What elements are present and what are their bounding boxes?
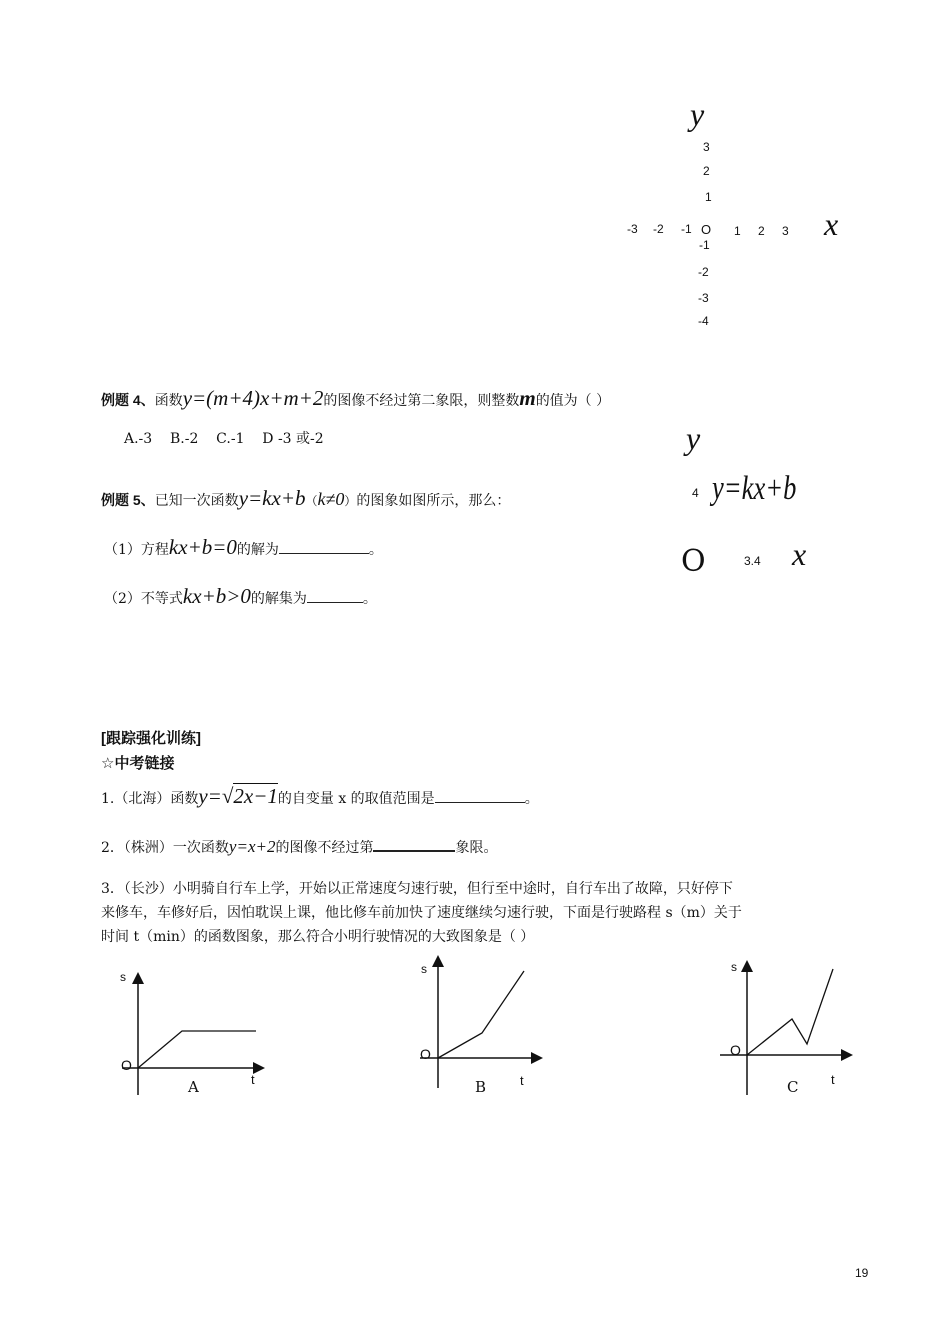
y-tick: 3 [703, 140, 710, 154]
y-tick: -1 [699, 238, 710, 252]
x-tick: -3 [627, 222, 638, 236]
example5-q2-pre: （2）不等式 [104, 591, 183, 607]
example5-post: 的图象如图所示，那么： [356, 493, 511, 509]
example4-pre: 函数 [154, 393, 183, 409]
graph-b-option-letter: B [475, 1078, 487, 1096]
page-number: 19 [855, 1266, 869, 1280]
graph-c-line [747, 969, 833, 1055]
graph-a [122, 975, 262, 1095]
y-tick: 1 [705, 190, 712, 204]
training-q2-formula: y=x+2 [228, 837, 276, 856]
example5-cond-close: ） [344, 494, 357, 508]
graph-b [420, 958, 540, 1088]
training-q1-end: 。 [524, 791, 539, 807]
graph-b-s-label: s [421, 962, 427, 976]
training-q3-line: 来修车，车修好后，因怕耽误上课，他比修车前加快了速度继续匀速行驶，下面是行驶路程 s（m）关于 [101, 905, 742, 921]
example5-cond-open: （ [305, 494, 318, 508]
training-subheading: ☆中考链接 [101, 755, 175, 772]
y-axis-label: y [690, 96, 705, 132]
example5-label: 例题 5、 [101, 492, 155, 508]
example5-q2-end: 。 [362, 591, 377, 607]
y-tick: -4 [698, 314, 709, 328]
example5-q1-post: 的解为 [236, 542, 279, 558]
training-q2-end: 象限。 [455, 840, 498, 856]
graph-c-t-label: t [831, 1072, 835, 1087]
graph-a-line [138, 1031, 256, 1068]
example4-post: 的图像不经过第二象限，则整数 [323, 393, 520, 409]
example4-formula: y=(m+4)x+m+2 [182, 386, 324, 410]
example5-q1-formula: kx+b=0 [168, 535, 237, 559]
training-q2-post: 的图像不经过第 [275, 840, 374, 856]
graph-a-t-label: t [251, 1072, 255, 1087]
graph-c-s-label: s [731, 960, 737, 974]
origin-label: O [701, 222, 712, 237]
example5-y-label: y [686, 420, 701, 456]
training-q3-line: 3．（长沙）小明骑自行车上学，开始以正常速度匀速行驶，但行至中途时，自行车出了故障，只好停下 [101, 881, 733, 897]
example4-tail: 的值为（ ） [535, 393, 611, 409]
x-tick: -2 [653, 222, 664, 236]
example5-line-label: y=kx+b [712, 470, 797, 507]
training-q3-line: 时间 t（min）的函数图象，那么符合小明行驶情况的大致图象是（ ） [101, 929, 535, 945]
example5-q2-post: 的解集为 [250, 591, 307, 607]
graph-a-origin: O [121, 1057, 132, 1073]
example5-q1-end: 。 [368, 542, 383, 558]
training-q1-formula-lhs: y= [198, 784, 222, 808]
example5-x-label: x [792, 536, 807, 572]
y-tick: -2 [698, 265, 709, 279]
graph-a-s-label: s [120, 970, 126, 984]
training-q1-post: 的自变量 x 的取值范围是 [277, 791, 435, 807]
graph-a-option-letter: A [188, 1078, 199, 1096]
graph-c-origin: O [730, 1042, 741, 1058]
training-q2-pre: 2．（株洲）一次函数 [101, 840, 229, 856]
y-tick: 2 [703, 164, 710, 178]
radical-sign: √ [221, 784, 234, 808]
x-tick: 3 [782, 224, 789, 238]
example5-x-value: 3.4 [744, 554, 761, 568]
graph-b-line [438, 971, 524, 1058]
graph-c-option-letter: C [787, 1078, 799, 1096]
training-heading: [跟踪强化训练] [101, 730, 201, 747]
x-axis-label: x [824, 206, 839, 242]
example5-pre: 已知一次函数 [154, 493, 239, 509]
x-tick: 1 [734, 224, 741, 238]
graph-b-t-label: t [520, 1073, 524, 1088]
example4-options: A.-3 B.-2 C.-1 D -3 或-2 [124, 431, 324, 447]
example5-q2-formula: kx+b>0 [182, 584, 251, 608]
example5-formula: y=kx+b [238, 486, 306, 510]
example4-var: m [519, 386, 536, 410]
y-tick: -3 [698, 291, 709, 305]
training-q1-pre: 1.（北海）函数 [101, 791, 199, 807]
example5-condition: k≠0 [317, 489, 345, 509]
graph-b-origin: O [420, 1046, 431, 1062]
example4-label: 例题 4、 [101, 392, 155, 408]
example5-y-value: 4 [692, 486, 699, 500]
training-q1-radicand: 2x−1 [233, 784, 278, 808]
x-tick: -1 [681, 222, 692, 236]
example5-q1-pre: （1）方程 [104, 542, 169, 558]
example5-origin: O [681, 544, 706, 579]
x-tick: 2 [758, 224, 765, 238]
